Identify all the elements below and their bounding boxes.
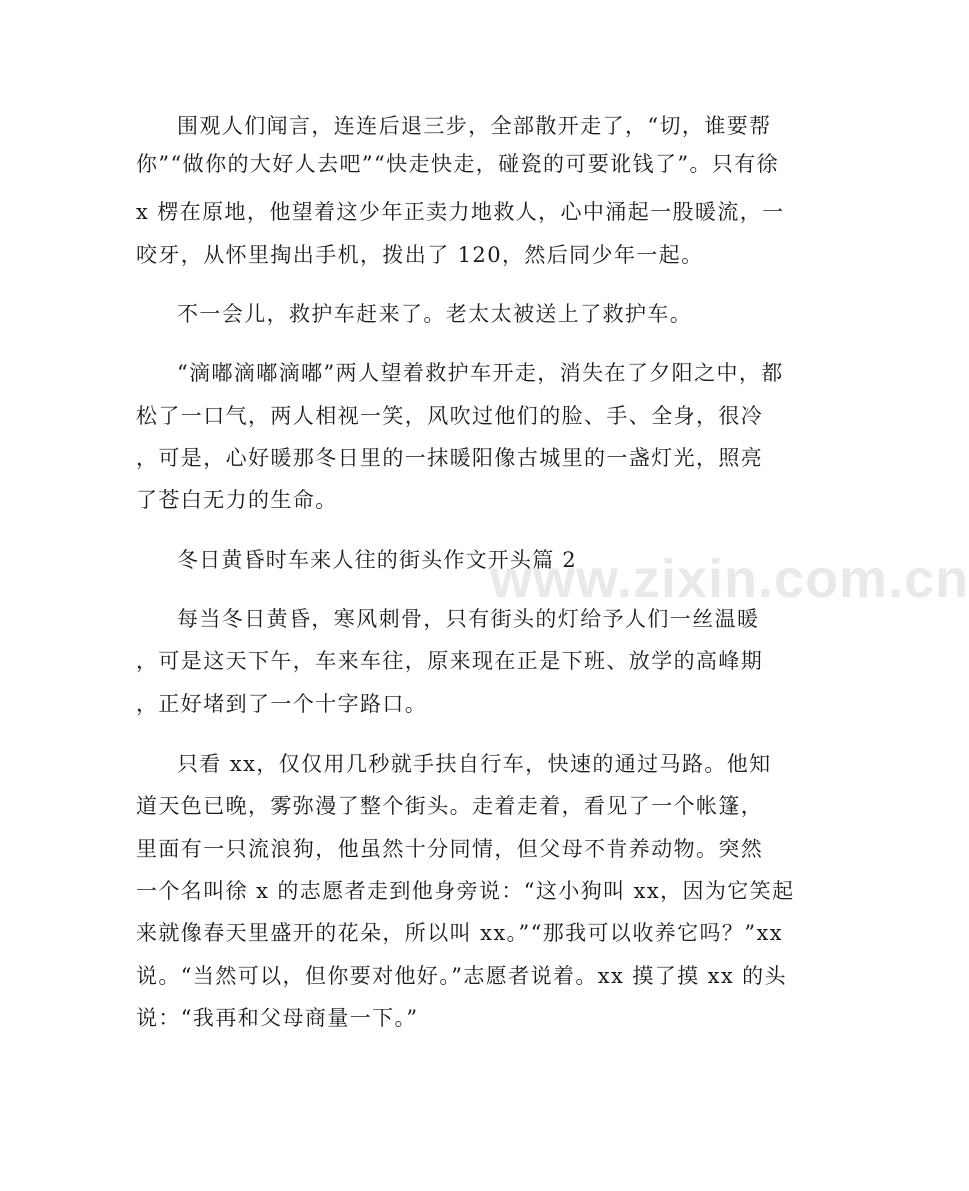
paragraph-1-line-4: 咬牙，从怀里掏出手机，拨出了 120，然后同少年一起。 bbox=[136, 243, 704, 267]
paragraph-1-line-2: 你”“做你的大好人去吧”“快走快走，碰瓷的可要讹钱了”。只有徐 bbox=[136, 152, 780, 176]
paragraph-3-line-1: “滴嘟滴嘟滴嘟”两人望着救护车开走，消失在了夕阳之中，都 bbox=[177, 361, 784, 385]
paragraph-6-line-2: 道天色已晚，雾弥漫了整个街头。走着走着，看见了一个帐篷， bbox=[136, 794, 764, 818]
paragraph-6-line-4: 一个名叫徐 x 的志愿者走到他身旁说：“这小狗叫 xx，因为它笑起 bbox=[136, 879, 795, 903]
paragraph-3-line-4: 了苍白无力的生命。 bbox=[136, 488, 338, 512]
watermark: www.zixin.com.cn bbox=[490, 549, 969, 609]
paragraph-6-line-7: 说：“我再和父母商量一下。” bbox=[136, 1006, 419, 1030]
paragraph-2-line-1: 不一会儿，救护车赶来了。老太太被送上了救护车。 bbox=[177, 302, 693, 326]
paragraph-1-line-1: 围观人们闻言，连连后退三步，全部散开走了，“切，谁要帮 bbox=[177, 114, 772, 138]
paragraph-1-line-3: x 楞在原地，他望着这少年正卖力地救人，心中涌起一股暖流，一 bbox=[136, 200, 785, 224]
paragraph-5-line-3: ，正好堵到了一个十字路口。 bbox=[136, 692, 428, 716]
paragraph-6-line-3: 里面有一只流浪狗，他虽然十分同情，但父母不肯养动物。突然 bbox=[136, 837, 764, 861]
paragraph-3-line-2: 松了一口气，两人相视一笑，风吹过他们的脸、手、全身，很冷 bbox=[136, 404, 764, 428]
paragraph-6-line-6: 说。“当然可以，但你要对他好。”志愿者说着。xx 摸了摸 xx 的头 bbox=[136, 964, 787, 988]
paragraph-6-line-1: 只看 xx，仅仅用几秒就手扶自行车，快速的通过马路。他知 bbox=[177, 752, 772, 776]
paragraph-5-line-1: 每当冬日黄昏，寒风刺骨，只有街头的灯给予人们一丝温暖 bbox=[177, 607, 760, 631]
paragraph-6-line-5: 来就像春天里盛开的花朵，所以叫 xx。”“那我可以收养它吗？”xx bbox=[136, 921, 783, 945]
section-heading: 冬日黄昏时车来人往的街头作文开头篇 2 bbox=[177, 548, 577, 572]
paragraph-3-line-3: ，可是，心好暖那冬日里的一抹暖阳像古城里的一盏灯光，照亮 bbox=[136, 446, 764, 470]
paragraph-5-line-2: ，可是这天下午，车来车往，原来现在正是下班、放学的高峰期 bbox=[136, 649, 764, 673]
